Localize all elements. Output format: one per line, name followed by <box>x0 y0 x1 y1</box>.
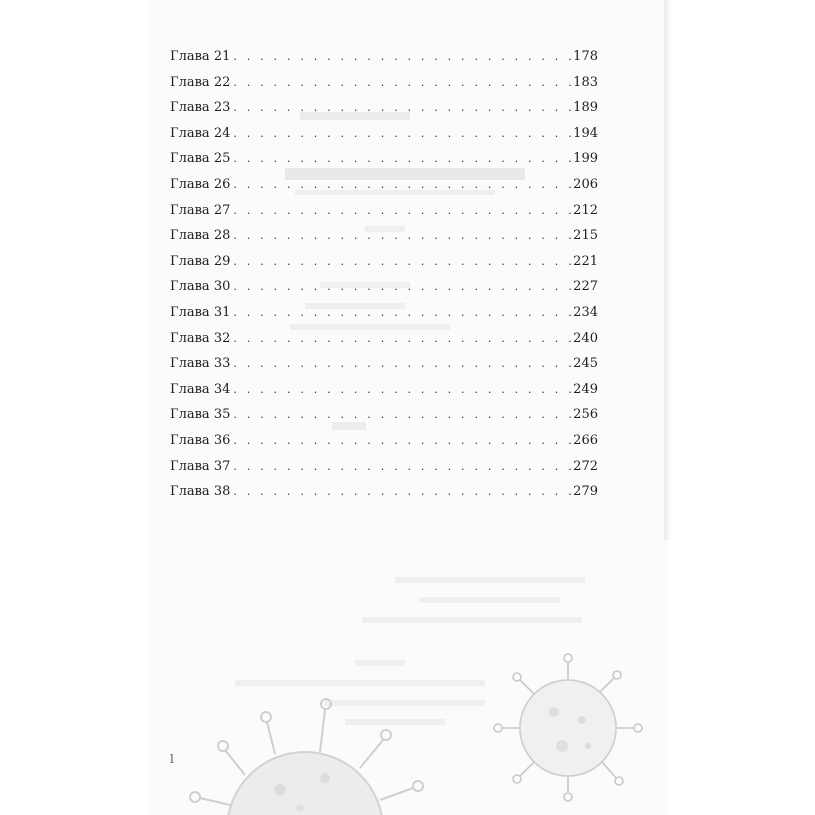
toc-dot-leader <box>233 274 571 300</box>
toc-entry-label: Глава 27 <box>170 202 231 218</box>
toc-entry-page-number: 212 <box>573 202 598 218</box>
toc-entry-label: Глава 22 <box>170 74 231 90</box>
toc-entry-label: Глава 38 <box>170 484 231 500</box>
toc-entry <box>170 146 598 172</box>
toc-entry-label: Глава 34 <box>170 381 231 397</box>
toc-entry <box>170 95 598 121</box>
toc-entry-page-number: 206 <box>573 176 598 192</box>
toc-entry-page-number: 215 <box>573 228 598 244</box>
toc-dot-leader <box>233 223 571 249</box>
toc-entry-page-number: 245 <box>573 356 598 372</box>
toc-entry-page-number: 249 <box>573 381 598 397</box>
toc-entry <box>170 428 598 454</box>
table-of-contents <box>170 44 598 505</box>
toc-entry-label: Глава 29 <box>170 253 231 269</box>
toc-dot-leader <box>233 300 571 326</box>
toc-dot-leader <box>233 249 571 275</box>
toc-entry-page-number: 183 <box>573 74 598 90</box>
toc-entry <box>170 249 598 275</box>
toc-entry-label: Глава 33 <box>170 356 231 372</box>
bleed-through-bar <box>355 660 405 666</box>
toc-entry <box>170 274 598 300</box>
toc-entry-page-number: 189 <box>573 100 598 116</box>
toc-entry-label: Глава 25 <box>170 151 231 167</box>
toc-entry-page-number: 194 <box>573 125 598 141</box>
toc-entry-label: Глава 36 <box>170 432 231 448</box>
toc-dot-leader <box>233 351 571 377</box>
toc-entry-page-number: 221 <box>573 253 598 269</box>
toc-dot-leader <box>233 44 571 70</box>
toc-dot-leader <box>233 70 571 96</box>
toc-entry-label: Глава 30 <box>170 279 231 295</box>
toc-entry <box>170 223 598 249</box>
toc-entry-page-number: 178 <box>573 49 598 64</box>
toc-entry-label: Глава 35 <box>170 407 231 423</box>
toc-entry <box>170 44 598 70</box>
toc-entry <box>170 198 598 224</box>
toc-entry <box>170 377 598 403</box>
bleed-through-bar <box>395 577 585 583</box>
toc-entry-page-number: 199 <box>573 151 598 167</box>
toc-entry-label: Глава 31 <box>170 304 231 320</box>
toc-entry <box>170 300 598 326</box>
toc-entry-label: Глава 32 <box>170 330 231 346</box>
page-marker: l <box>170 752 174 766</box>
toc-dot-leader <box>233 402 571 428</box>
toc-entry-label: Глава 23 <box>170 100 231 116</box>
toc-dot-leader <box>233 172 571 198</box>
toc-entry-page-number: 240 <box>573 330 598 346</box>
toc-entry-label: Глава 37 <box>170 458 231 474</box>
virus-illustration-left-icon <box>185 680 425 815</box>
toc-entry-page-number: 256 <box>573 407 598 423</box>
toc-dot-leader <box>233 479 571 505</box>
toc-entry <box>170 402 598 428</box>
toc-dot-leader <box>233 454 571 480</box>
bleed-through-bar <box>362 617 582 623</box>
toc-entry <box>170 121 598 147</box>
toc-entry-page-number: 227 <box>573 279 598 295</box>
toc-entry-label: Глава 24 <box>170 125 231 141</box>
toc-entry-page-number: 272 <box>573 458 598 474</box>
toc-dot-leader <box>233 428 571 454</box>
toc-entry-page-number: 279 <box>573 484 598 500</box>
toc-dot-leader <box>233 326 571 352</box>
toc-dot-leader <box>233 95 571 121</box>
toc-entry-label: Глава 28 <box>170 228 231 244</box>
page-edge-shadow <box>664 0 670 540</box>
toc-entry <box>170 172 598 198</box>
virus-illustration-right-icon <box>488 650 648 805</box>
toc-entry <box>170 351 598 377</box>
toc-entry <box>170 479 598 505</box>
toc-entry-label: Глава 26 <box>170 176 231 192</box>
toc-dot-leader <box>233 146 571 172</box>
toc-entry <box>170 454 598 480</box>
toc-entry-page-number: 234 <box>573 304 598 320</box>
toc-entry <box>170 326 598 352</box>
toc-dot-leader <box>233 198 571 224</box>
toc-dot-leader <box>233 121 571 147</box>
bleed-through-bar <box>420 597 560 603</box>
toc-dot-leader <box>233 377 571 403</box>
toc-entry-page-number: 266 <box>573 432 598 448</box>
toc-entry <box>170 70 598 96</box>
toc-entry-label: Глава 21 <box>170 49 231 64</box>
